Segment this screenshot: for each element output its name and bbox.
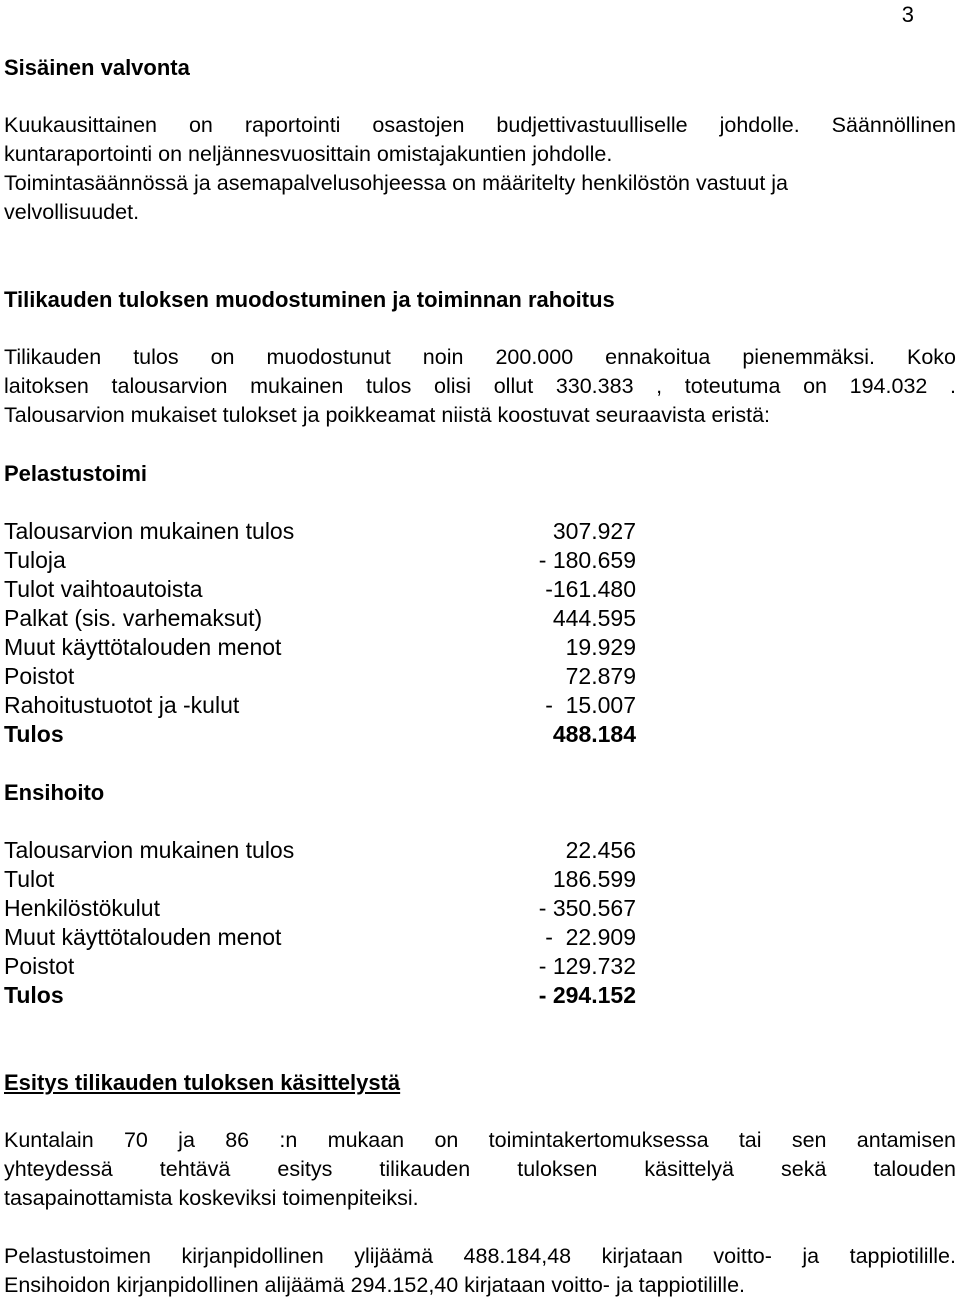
row-value: - 180.659: [538, 547, 636, 573]
row-label: Muut käyttötalouden menot: [4, 924, 282, 950]
text-line: velvollisuudet.: [4, 200, 140, 224]
text-line: tasapainottamista koskeviksi toimenpiteiksi.: [4, 1186, 419, 1210]
section-heading-pelastustoimi: Pelastustoimi: [4, 461, 148, 486]
row-value: 22.456: [565, 837, 636, 863]
text-line: Talousarvion mukaiset tulokset ja poikkeamat niistä koostuvat seuraavista eristä:: [4, 403, 771, 427]
row-value: 19.929: [565, 634, 636, 660]
text-line: Ensihoidon kirjanpidollinen alijäämä 294.152,40 kirjataan voitto- ja tappiotilille.: [4, 1273, 746, 1297]
table-row: [4, 633, 636, 662]
table-row: [4, 662, 636, 691]
spacer: [4, 314, 956, 343]
spacer: [4, 82, 956, 111]
total-value: - 294.152: [538, 982, 636, 1008]
spacer: [4, 227, 956, 285]
table-row: [4, 952, 636, 981]
table-row: [4, 691, 636, 720]
text-line: kuntaraportointi on neljännesvuosittain omistajakuntien johdolle.: [4, 142, 613, 166]
total-label: Tulos: [4, 721, 64, 747]
spacer: [4, 488, 956, 517]
row-value: - 129.732: [538, 953, 636, 979]
section-heading-ensihoito: Ensihoito: [4, 780, 105, 805]
table-row: [4, 894, 636, 923]
row-value: -161.480: [545, 576, 636, 602]
row-label: Poistot: [4, 953, 75, 979]
text-line: Toimintasäännössä ja asemapalvelusohjeessa on määritelty henkilöstön vastuut ja: [4, 171, 789, 195]
row-value: 307.927: [552, 518, 636, 544]
section-heading-esitys: Esitys tilikauden tuloksen käsittelystä: [4, 1070, 401, 1095]
section-heading-tilikauden-tulos: Tilikauden tuloksen muodostuminen ja toiminnan rahoitus: [4, 287, 615, 312]
document-body: [4, 53, 956, 1300]
spacer: [4, 430, 956, 459]
row-label: Talousarvion mukainen tulos: [4, 518, 295, 544]
text-line: Kuntalain 70 ja 86 :n mukaan on toimintakertomuksessa tai sen antamisen: [4, 1128, 956, 1152]
row-value: - 350.567: [538, 895, 636, 921]
row-label: Tuloja: [4, 547, 66, 573]
row-value: - 15.007: [545, 692, 636, 718]
row-value: 186.599: [552, 866, 636, 892]
section-heading-sisainen-valvonta: Sisäinen valvonta: [4, 55, 190, 80]
text-line: laitoksen talousarvion mukainen tulos olisi ollut 330.383 , toteutuma on 194.032 .: [4, 374, 956, 398]
table-row: [4, 517, 636, 546]
table-row: [4, 604, 636, 633]
row-label: Tulot vaihtoautoista: [4, 576, 203, 602]
spacer: [4, 1097, 956, 1126]
row-label: Rahoitustuotot ja -kulut: [4, 692, 240, 718]
total-label: Tulos: [4, 982, 64, 1008]
text-line: Tilikauden tulos on muodostunut noin 200.000 ennakoitua pienemmäksi. Koko: [4, 345, 956, 369]
row-label: Henkilöstökulut: [4, 895, 160, 921]
table-row: [4, 546, 636, 575]
row-value: 72.879: [565, 663, 636, 689]
table-row: [4, 865, 636, 894]
page-number: 3: [901, 2, 914, 27]
row-label: Tulot: [4, 866, 55, 892]
row-value: - 22.909: [545, 924, 636, 950]
spacer: [4, 807, 956, 836]
pelastustoimi-table: [4, 517, 636, 749]
total-row: [4, 981, 636, 1010]
spacer: [4, 1010, 956, 1068]
table-row: [4, 575, 636, 604]
total-value: 488.184: [552, 721, 636, 747]
row-label: Muut käyttötalouden menot: [4, 634, 282, 660]
table-row: [4, 836, 636, 865]
row-value: 444.595: [552, 605, 636, 631]
text-line: Pelastustoimen kirjanpidollinen ylijäämä 488.184,48 kirjataan voitto- ja tappiotilille.: [4, 1244, 956, 1268]
total-row: [4, 720, 636, 749]
row-label: Talousarvion mukainen tulos: [4, 837, 295, 863]
spacer: [4, 1213, 956, 1242]
row-label: Poistot: [4, 663, 75, 689]
spacer: [4, 749, 956, 778]
text-line: yhteydessä tehtävä esitys tilikauden tuloksen käsittelyä sekä talouden: [4, 1157, 956, 1181]
table-row: [4, 923, 636, 952]
row-label: Palkat (sis. varhemaksut): [4, 605, 263, 631]
text-line: Kuukausittainen on raportointi osastojen budjettivastuulliselle johdolle. Säännöllinen: [4, 113, 956, 137]
ensihoito-table: [4, 836, 636, 1010]
